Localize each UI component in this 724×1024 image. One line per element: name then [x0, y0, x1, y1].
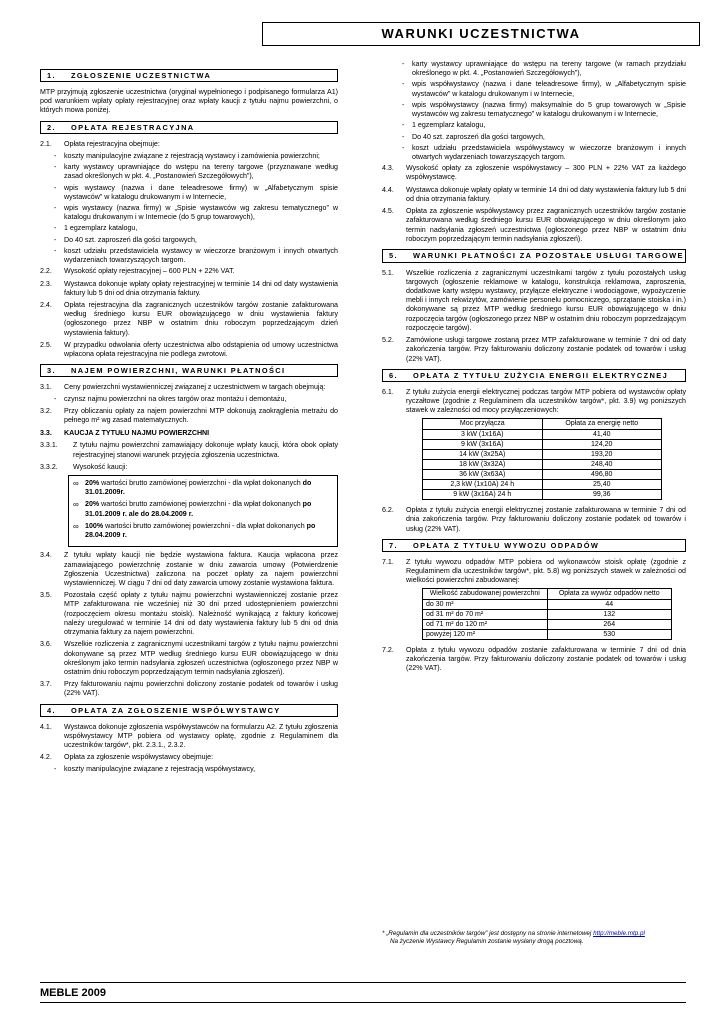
numbered-item — [40, 280, 338, 298]
deposit-percent: 20% — [85, 500, 100, 509]
waste-table-body — [423, 599, 672, 639]
numbered-item — [382, 269, 686, 334]
section-title: NAJEM POWIERZCHNI, WARUNKI PŁATNOŚCI — [71, 366, 286, 376]
item-text: Wystawca dokonuje wpłaty opłaty rejestracyjnej w terminie 14 dni od daty wystawienia faktury lub 5 dni od dnia otrzymania faktury. — [64, 279, 338, 297]
bullet-dash: - — [54, 203, 57, 212]
table-cell: 36 kW (3x63A) — [423, 469, 543, 479]
deposit-text — [85, 500, 333, 518]
bullet — [402, 60, 686, 78]
item-number: 3.3.1. — [40, 441, 58, 450]
deposit-desc: wartości brutto zamówionej powierzchni - dla wpłat dokonanych — [99, 500, 303, 509]
item-number: 7.2. — [382, 645, 394, 654]
deposit-date: do 31.01.2009r. — [85, 479, 312, 497]
subsection-title: KAUCJA Z TYTUŁU NAJMU POWIERZCHNI — [64, 429, 210, 438]
section-title: WARUNKI PŁATNOŚCI ZA POZOSTAŁE USŁUGI TARGOWE — [413, 250, 684, 260]
numbered-item — [382, 207, 686, 244]
item-number: 3.7. — [40, 680, 52, 689]
footnote — [382, 930, 686, 946]
table-cell: 25,40 — [542, 479, 662, 489]
numbered-item — [40, 267, 338, 276]
table-cell: 41,40 — [542, 429, 662, 439]
deposit-box — [68, 475, 338, 547]
footer-divider-bottom — [40, 1002, 686, 1003]
s5-items — [382, 269, 686, 364]
section-number: 4. — [47, 705, 56, 715]
table-row — [423, 479, 662, 489]
item-number: 2.1. — [40, 139, 52, 148]
item-number: 6.1. — [382, 387, 394, 396]
bullet-text: karty wystawcy uprawniające do wstępu na tereny targowe (w ramach przydziału określonego w pkt. 4. „Postanowień Szczegółowych”), — [412, 60, 686, 78]
deposit-option — [73, 522, 333, 540]
bullet-text: karty wystawcy uprawniające do wstępu na tereny targowe (przyznawane według zasad określonych w pkt. 4. „Postanowień Szczegółowych”), — [64, 163, 338, 181]
bullet-dash: - — [402, 100, 405, 109]
numbered-item — [40, 680, 338, 698]
item-number: 5.2. — [382, 336, 394, 345]
item-2-1 — [40, 140, 338, 149]
table-row — [423, 449, 662, 459]
s4-bullets-cont — [382, 60, 686, 162]
table-cell: 44 — [547, 599, 672, 609]
s2-items — [40, 267, 338, 359]
infinity-bullet-icon: ∞ — [73, 479, 79, 488]
bullet — [54, 152, 338, 161]
bullet — [54, 236, 338, 245]
item-text: Opłata z tytułu wywozu odpadów zostanie zafakturowana w terminie 7 dni od dnia zakończenia targów. Przy fakturowaniu doliczony zostanie podatek od towarów i usług (22% VAT). — [406, 645, 686, 673]
item-3-3-2 — [40, 463, 338, 472]
item-3-3-1 — [40, 441, 338, 459]
bullet — [54, 395, 338, 404]
bullet — [54, 765, 338, 774]
item-number: 3.3. — [40, 429, 52, 438]
footnote-mark: * — [382, 930, 385, 937]
bullet-dash: - — [54, 183, 57, 192]
item-text: Z tytułu najmu powierzchni zamawiający dokonuje wpłaty kaucji, która obok opłaty rejestracyjnej stanowi warunek przyjęcia zgłoszenia uczestnictwa. — [73, 441, 338, 459]
table-cell: 132 — [547, 609, 672, 619]
infinity-bullet-icon: ∞ — [73, 500, 79, 510]
table-cell: powyżej 120 m² — [423, 629, 548, 639]
table-cell: 18 kW (3x32A) — [423, 459, 543, 469]
footnote-text: „Regulamin dla uczestników targów” jest dostępny na stronie internetowej — [384, 930, 594, 937]
item-6-2 — [382, 506, 686, 534]
item-text: Przy fakturowaniu najmu powierzchni doliczony zostanie podatek od towarów i usług (22% VAT). — [64, 680, 338, 698]
item-number: 3.3.2. — [40, 462, 58, 471]
section-3-header — [40, 364, 338, 377]
table-header: Moc przyłącza — [423, 419, 543, 429]
deposit-percent: 20% — [85, 479, 100, 487]
bullet-dash: - — [402, 60, 405, 68]
page-title: WARUNKI UCZESTNICTWA — [262, 22, 700, 46]
item-6-1 — [382, 388, 686, 416]
right-column — [382, 60, 686, 677]
item-number: 6.2. — [382, 506, 394, 515]
item-text: Zamówione usługi targowe zostaną przez MTP zafakturowane w terminie 7 dni od daty zakończenia targów. Przy fakturowaniu doliczony zostanie podatek od towarów i usług (22% VAT). — [406, 336, 686, 363]
bullet-text: wpis współwystawcy (nazwa firmy) maksymalnie do 5 grup towarowych w „Spisie wystawców wg zakresu tematycznego” w katalogu drukowanym i w Internecie, — [412, 100, 686, 119]
item-text: Z tytułu wpłaty kaucji nie będzie wystawiona faktura. Kaucja wpłacona przez zamawiającego powierzchnię zostanie w dniu zawarcia umowy (Potwierdzenie Zgłoszenia Uczestnictwa) zaliczona na poczet opłaty za najem powierzchni wystawienniczej. W ciągu 7 dni od daty zawarcia umowy zostanie wystawiona faktura. — [64, 551, 338, 587]
bullet — [54, 184, 338, 202]
infinity-bullet-icon: ∞ — [73, 521, 79, 531]
table-cell: 248,40 — [542, 459, 662, 469]
numbered-item — [40, 591, 338, 637]
section-title: ZGŁOSZENIE UCZESTNICTWA — [71, 71, 212, 80]
s2-bullets — [40, 152, 338, 265]
deposit-text — [85, 479, 333, 497]
deposit-date: po 28.04.2009 r. — [85, 521, 316, 540]
section-1-text: MTP przyjmują zgłoszenie uczestnictwa (oryginał wypełnionego i podpisanego formularza A1) pod warunkiem wpłaty opłaty rejestracyjnej oraz wpłaty kaucji z tytułu najmu powierzchni, o których mowa poniżej. — [40, 88, 338, 115]
deposit-date: po 31.01.2009 r. ale do 28.04.2009 r. — [85, 500, 312, 518]
item-text: Wszelkie rozliczenia z zagranicznymi uczestnikami targów z tytułu pozostałych usług targowych (ogłoszenie reklamowe w katalogu, konstrukcja reklamowa, zaproszenia, dodatkowe karty wstępu wystawcy, przyłącze elektryczne i wodociągowe, wypożyczenie mebli i innych rekwizytów, zamówienie personelu pomocniczego, sprzątanie stoiska i in.) dokonywane są przez MTP według średniego kursu EUR obowiązującego w dniu rozpoczęcia targów (ogłoszonego przez NBP w ostatnim dniu roboczym poprzedzającym rozpoczęcie targów). — [406, 268, 686, 332]
bullet — [402, 133, 686, 142]
table-header: Opłata za wywóz odpadów netto — [547, 589, 672, 599]
item-number: 3.6. — [40, 640, 52, 649]
bullet-text: koszt udziału przedstawiciela współwystawcy w wieczorze branżowym i innych otwartych wydarzeniach towarzyszących targom. — [412, 143, 686, 161]
deposit-option — [73, 500, 333, 518]
bullet-dash: - — [54, 246, 57, 255]
bullet — [54, 247, 338, 265]
item-number: 3.5. — [40, 591, 52, 600]
bullet-dash: - — [54, 163, 57, 172]
table-header: Wielkość zabudowanej powierzchni — [423, 589, 548, 599]
bullet-dash: - — [54, 224, 57, 233]
bullet-dash: - — [54, 235, 57, 244]
item-number: 3.4. — [40, 551, 52, 560]
table-cell: od 71 m² do 120 m² — [423, 619, 548, 629]
bullet — [54, 204, 338, 222]
item-number: 2.5. — [40, 340, 52, 349]
numbered-item — [40, 640, 338, 677]
table-cell: 3 kW (1x16A) — [423, 429, 543, 439]
numbered-item — [382, 186, 686, 204]
section-5-header — [382, 249, 686, 263]
bullet-dash: - — [402, 143, 405, 152]
table-cell: od 31 m² do 70 m² — [423, 609, 548, 619]
table-cell: 14 kW (3x25A) — [423, 449, 543, 459]
deposit-option — [73, 479, 333, 497]
bullet-text: koszty manipulacyjne związane z rejestracją wystawcy i zamówienia powierzchni; — [64, 151, 320, 160]
bullet — [402, 80, 686, 98]
deposit-desc: wartości brutto zamówionej powierzchni - dla wpłat dokonanych — [99, 479, 303, 487]
bullet-dash: - — [402, 132, 405, 141]
table-row — [423, 599, 672, 609]
regulations-link[interactable]: http://meble.mtp.pl — [593, 930, 645, 937]
item-4-1 — [40, 723, 338, 751]
section-number: 2. — [47, 122, 56, 132]
table-row — [423, 490, 662, 500]
bullet-text: koszt udziału przedstawiciela wystawcy w wieczorze branżowym i innych otwartych wydarzeniach towarzyszących targom. — [64, 246, 338, 265]
waste-table — [422, 588, 672, 639]
bullet-dash: - — [54, 151, 57, 160]
item-7-2 — [382, 646, 686, 674]
table-header: Opłata za energię netto — [542, 419, 662, 429]
bullet-text: Do 40 szt. zaproszeń dla gości targowych, — [412, 132, 545, 141]
table-row — [423, 429, 662, 439]
section-6-header — [382, 369, 686, 382]
bullet — [54, 163, 338, 181]
left-column — [40, 64, 338, 777]
bullet-text: 1 egzemplarz katalogu, — [412, 121, 486, 130]
section-title: OPŁATA ZA ZGŁOSZENIE WSPÓŁWYSTAWCY — [71, 705, 281, 715]
section-number: 6. — [389, 370, 398, 380]
item-text: Wysokość opłaty za zgłoszenie współwystawcy – 300 PLN + 22% VAT za każdego współwystawcę. — [406, 164, 686, 182]
item-3-1 — [40, 383, 338, 392]
table-cell: 124,20 — [542, 439, 662, 449]
item-text: Z tytułu zużycia energii elektrycznej podczas targów MTP pobiera od wystawców opłaty ryczałtowe (zgodnie z Regulaminem dla uczestników targów*, pkt. 3.9) wg poniższych stawek w zależności od mocy przyłączeniowych: — [406, 387, 686, 415]
table-row — [423, 459, 662, 469]
item-number: 4.3. — [382, 164, 394, 173]
item-number: 4.1. — [40, 722, 52, 731]
table-cell: 9 kW (3x16A) 24 h — [423, 490, 543, 500]
bullet-dash: - — [54, 395, 57, 404]
bullet-text: wpis wystawcy (nazwa i dane teleadresowe firmy) w „Alfabetycznym spisie wystawców” w katalogu drukowanym i w Internecie, — [64, 183, 338, 201]
section-number: 3. — [47, 366, 56, 376]
footer-label: MEBLE 2009 — [40, 987, 107, 999]
table-cell: 9 kW (3x16A) — [423, 439, 543, 449]
bullet-text: wpis współwystawcy (nazwa i dane teleadresowe firmy), w „Alfabetycznym spisie wystawców” w katalogu drukowanym i w Internecie, — [412, 80, 686, 98]
deposit-percent: 100% — [85, 521, 104, 530]
bullet-dash: - — [402, 121, 405, 130]
bullet-dash: - — [54, 765, 57, 774]
section-2-header — [40, 121, 338, 134]
bullet — [54, 224, 338, 233]
item-text: Ceny powierzchni wystawienniczej związanej z uczestnictwem w targach obejmują: — [64, 383, 326, 392]
table-cell: do 30 m² — [423, 599, 548, 609]
item-text: Opłata rejestracyjna dla zagranicznych uczestników targów zostanie zafakturowana według średniego kursu EUR obowiązującego w dniu wystawienia faktury (ogłoszonego przez NBP w ostatnim dniu roboczym poprzedzającym dzień wystawienia faktury). — [64, 300, 338, 337]
section-7-header — [382, 539, 686, 552]
item-number: 4.2. — [40, 753, 52, 762]
bullet — [402, 144, 686, 162]
item-number: 5.1. — [382, 268, 394, 277]
section-title: OPŁATA Z TYTUŁU ZUŻYCIA ENERGII ELEKTRYCZNEJ — [413, 370, 669, 380]
item-number: 2.4. — [40, 300, 52, 309]
table-row — [423, 439, 662, 449]
numbered-item — [382, 164, 686, 182]
section-4-header — [40, 704, 338, 717]
item-text: Opłata za zgłoszenie współwystawcy obejmuje: — [64, 753, 214, 762]
item-text: Wysokość opłaty rejestracyjnej – 600 PLN + 22% VAT. — [64, 267, 235, 276]
item-text: Przy obliczaniu opłaty za najem powierzchni MTP dokonują zaokrąglenia metrażu do pełnego m² wg zasad matematycznych. — [64, 406, 338, 424]
item-number: 3.1. — [40, 383, 52, 392]
bullet-dash: - — [402, 80, 405, 89]
section-number: 5. — [389, 250, 398, 260]
section-1-header — [40, 69, 338, 82]
footer-divider — [40, 982, 686, 983]
table-cell: 496,80 — [542, 469, 662, 479]
numbered-item — [40, 301, 338, 338]
bullet — [402, 101, 686, 119]
item-number: 2.3. — [40, 279, 52, 288]
bullet-text: wpis wystawcy (nazwa firmy) w „Spisie wystawców wg zakresu tematycznego” w katalogu drukowanym i w Internecie (do 5 grup towarowych), — [64, 203, 338, 222]
item-text: Wystawca dokonuje wpłaty opłaty w terminie 14 dni od daty wystawienia faktury lub 5 dni od dnia otrzymania faktury. — [406, 185, 686, 203]
bullet-text: Do 40 szt. zaproszeń dla gości targowych, — [64, 235, 197, 244]
item-number: 4.5. — [382, 207, 394, 216]
item-text: Opłata za zgłoszenie współwystawcy przez zagranicznych uczestników targów zostanie zafakturowana według średniego kursu EUR obowiązującego w dniu określonym jako termin nadsyłania zgłoszeń uczestnictwa (ogłoszonego przez NBP w ostatnim dniu roboczym poprzedzającym termin nadsyłania zgłoszeń). — [406, 207, 686, 243]
item-text: Opłata rejestracyjna obejmuje: — [64, 139, 160, 148]
item-3-2 — [40, 407, 338, 425]
table-row — [423, 469, 662, 479]
table-cell: 264 — [547, 619, 672, 629]
item-text: Opłata z tytułu zużycia energii elektrycznej zostanie zafakturowana w terminie 7 dni od dnia zakończenia targów. Przy fakturowaniu doliczony zostanie podatek od towarów i usług (22% VAT). — [406, 506, 686, 533]
item-number: 2.2. — [40, 267, 52, 276]
bullet-text: czynsz najmu powierzchni na okres targów oraz montażu i demontażu, — [64, 395, 287, 404]
table-cell: 2,3 kW (1x10A) 24 h — [423, 479, 543, 489]
table-cell: 530 — [547, 629, 672, 639]
item-text: Z tytułu wywozu odpadów MTP pobiera od wykonawców stoisk opłatę (zgodnie z Regulaminem dla uczestników targów*, pkt. 5.8) wg poniższych stawek w zależności od wielkości powierzchni zabudowanej: — [406, 557, 686, 585]
item-text: W przypadku odwołania oferty uczestnictwa albo odstąpienia od umowy uczestnictwa wpłacona opłata rejestracyjna nie podlega zwrotowi. — [64, 340, 338, 359]
item-number: 4.4. — [382, 185, 394, 194]
s3-items — [40, 551, 338, 698]
s4-items — [382, 164, 686, 244]
numbered-item — [382, 336, 686, 364]
table-cell: 99,36 — [542, 490, 662, 500]
section-title: OPŁATA Z TYTUŁU WYWOZU ODPADÓW — [413, 540, 600, 550]
section-title: OPŁATA REJESTRACYJNA — [71, 122, 195, 132]
item-text: Wszelkie rozliczenia z zagranicznymi uczestnikami targów z tytułu najmu powierzchni dokonywane są przez MTP według średniego kursu EUR obowiązującego w dniu określonym jako termin nadsyłania zgłoszeń uczestnictwa (ogłoszonego przez NBP w ostatnim dniu roboczym poprzedzającym termin nadsyłania zgłoszeń). — [64, 640, 338, 676]
item-4-2 — [40, 753, 338, 762]
item-number: 3.2. — [40, 406, 52, 415]
numbered-item — [40, 551, 338, 588]
bullet — [402, 121, 686, 130]
energy-table — [422, 418, 662, 500]
energy-table-body — [423, 429, 662, 500]
item-text: Wysokość kaucji: — [73, 462, 128, 471]
section-number: 7. — [389, 540, 398, 550]
item-number: 7.1. — [382, 557, 394, 566]
item-7-1 — [382, 558, 686, 586]
item-text: Pozostała część opłaty z tytułu najmu powierzchni wystawienniczej zostanie przez MTP zafakturowana nie wcześniej niż 30 dni przed udostępnieniem powierzchni (rozpoczęciem okresu montażu stoisk). Należność wynikającą z faktury końcowej należy uregulować w terminie 14 dni od daty wystawienia faktury lub 5 dni od dnia otrzymania faktury za najem powierzchni. — [64, 591, 338, 637]
section-number: 1. — [47, 71, 56, 80]
table-row — [423, 609, 672, 619]
item-text: Wystawca dokonuje zgłoszenia współwystawców na formularzu A2. Z tytułu zgłoszenia współwystawcy MTP pobiera od wystawcy opłatę, zgodnie z Regulaminem dla uczestników targów*, pkt. 2.3.1., 2.3.2. — [64, 722, 338, 750]
deposit-desc: wartości brutto zamówionej powierzchni - dla wpłat dokonanych — [103, 521, 307, 530]
bullet-text: koszty manipulacyjne związane z rejestracją współwystawcy, — [64, 765, 256, 774]
bullet-text: 1 egzemplarz katalogu, — [64, 224, 138, 233]
deposit-text — [85, 522, 333, 540]
subsection-3-3-header — [40, 429, 338, 438]
numbered-item — [40, 341, 338, 359]
table-cell: 193,20 — [542, 449, 662, 459]
table-row — [423, 629, 672, 639]
table-row — [423, 619, 672, 629]
footnote-text-2: Na życzenie Wystawcy Regulamin zostanie wysłany drogą pocztową. — [390, 938, 584, 946]
